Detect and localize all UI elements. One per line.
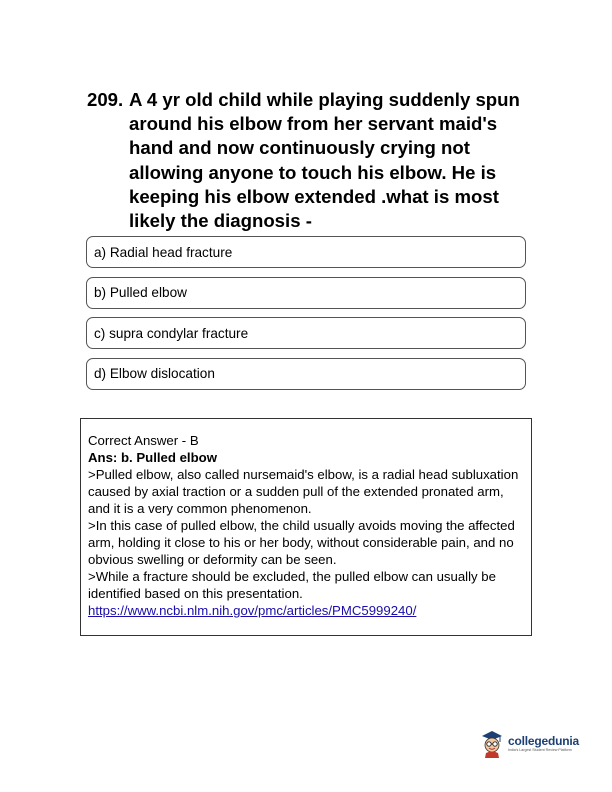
question-number: 209. [87,89,124,110]
logo-name: collegedunia [508,734,579,748]
answer-heading: Ans: b. Pulled elbow [88,450,217,465]
logo-tagline: India's Largest Student Review Platform [508,748,572,752]
explanation-paragraph: >Pulled elbow, also called nursemaid's elbow, is a radial head subluxation caused by axial traction or a sudden pull of the extended pronated arm, and it is a very common phenomenon. [88,467,519,516]
option-label: c) supra condylar fracture [94,325,249,341]
option-label: b) Pulled elbow [94,285,187,300]
student-mascot-icon [480,730,504,758]
option-label: d) Elbow dislocation [94,366,215,381]
option-c[interactable] [86,317,526,349]
explanation-paragraph: >In this case of pulled elbow, the child usually avoids moving the affected arm, holding it close to his or her body, without considerable pain, and no obvious swelling or deformity can be seen. [88,518,515,567]
answer-explanation [80,418,532,636]
option-label: a) Radial head fracture [94,244,233,260]
option-b[interactable] [86,277,526,309]
question-text: A 4 yr old child while playing suddenly spun around his elbow from her servant maid's hand and now continuously crying not allowing anyone to touch his elbow. He is keeping his elbow extended .what is most likely the diagnosis - [129,89,520,232]
options-list [86,236,526,398]
collegedunia-logo [480,730,579,758]
reference-link[interactable]: https://www.ncbi.nlm.nih.gov/pmc/articles/PMC5999240/ [88,603,417,618]
explanation-paragraph: >While a fracture should be excluded, the pulled elbow can usually be identified based on this presentation. [88,569,496,601]
question [87,88,537,233]
option-d[interactable] [86,358,526,390]
option-a[interactable] [86,236,526,268]
correct-answer: Correct Answer - B [88,433,199,448]
